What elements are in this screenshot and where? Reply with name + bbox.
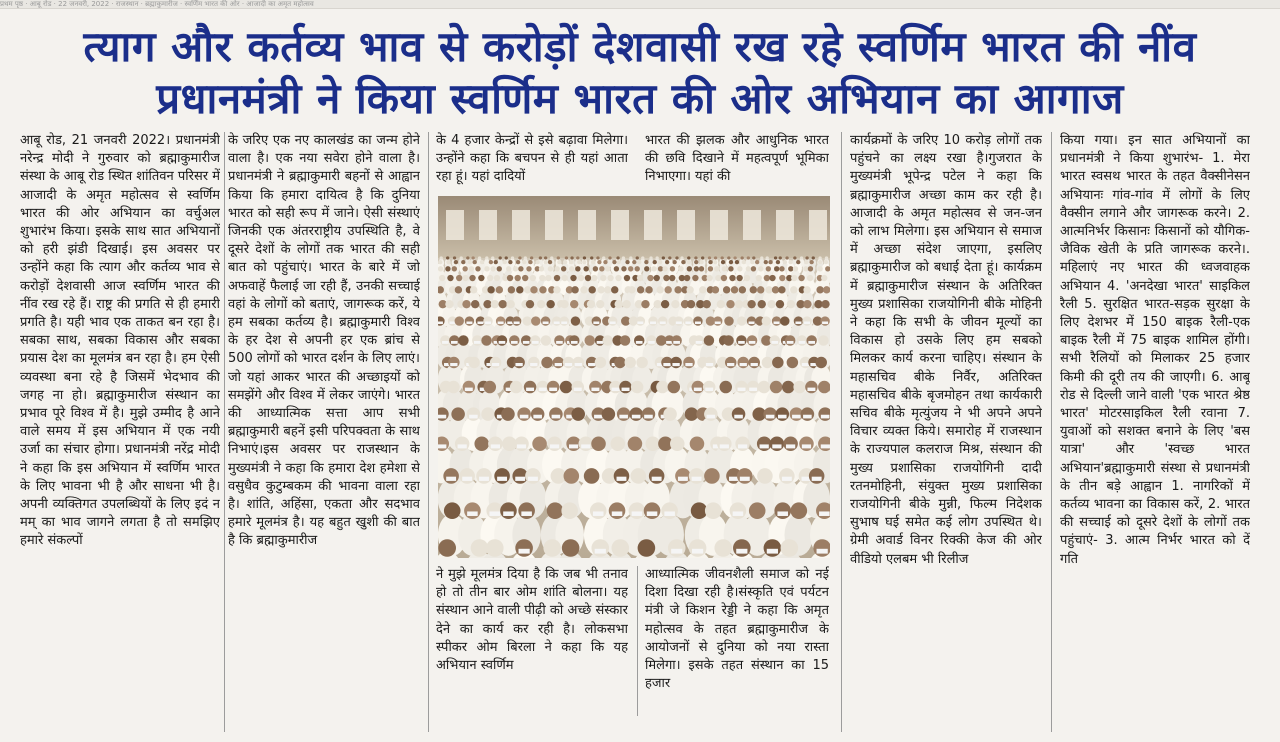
- article-column-6-text: किया गया। इन सात अभियानों का प्रधानमंत्री ने किया शुभारंभ- 1. मेरा भारत स्वसथ भारत के तहत वैक्सीनेसन अभियानः गांव-गांव में लोगों के लिए वैक्सीन लगाने और जागरूक करने। 2. आत्मनिर्भर किसानः किसानों को यौगिक-जैविक खेती के प्रति जागरूक करने।. महिलाएं नए भारत की ध्वजवाहक अभियान 4. 'अनदेखा भारत' साइकिल रैली 5. सुरक्षित भारत-सड़क सुरक्षा के लिए देशभर में 150 बाइक रैली-एक बाइक रैली में 75 बाइक शामिल होंगी। सभी रैलियों को मिलाकर 25 हजार किमी की दूरी तय की जाएगी। 6. आबू रोड से दिल्ली जाने वाली 'एक भारत श्रेष्ठ भारत' मोटरसाइकिल रैली रवाना 7. युवाओं को सशक्त बनाने के लिए 'बस यात्रा' और 'स्वच्छ भारत अभियान'ब्रह्माकुमारी संस्था से प्रधानमंत्री के तीन बड़े आह्वान 1. नागरिकों में कर्तव्य भावना का विकास करें, 2. भारत की सच्चाई को दूसरे देशों के लोगों तक पहुंचाएं- 3. आत्म निर्भर भारत को दें गति: [1060, 133, 1250, 567]
- article-column-3-top: [436, 132, 628, 192]
- article-column-3-bottom-text: ने मुझे मूलमंत्र दिया है कि जब भी तनाव हो तो तीन बार ओम शांति बोलना। यह संस्थान आने वाली पीढ़ी को अच्छे संस्कार देने का कार्य कर रही है। लोकसभा स्पीकर ओम बिरला ने कहा कि यह अभियान स्वर्णिम: [436, 567, 628, 674]
- article-column-4-bottom: [645, 566, 829, 716]
- article-column-2: [228, 132, 420, 736]
- article-column-5: [850, 132, 1042, 712]
- article-column-4-top-text: भारत की झलक और आधुनिक भारत की छवि दिखाने में महत्वपूर्ण भूमिका निभाएगा। यहां की: [645, 133, 829, 185]
- hall-audience-photo: [438, 196, 830, 558]
- article-column-2-text: के जरिए एक नए कालखंड का जन्म होने वाला है। एक नया सवेरा होने वाला है।प्रधानमंत्री ने ब्रह्माकुमारी बहनों से आह्वान किया कि हमारा दायित्व है कि दुनिया भारत को सही रूप में जाने। ऐसी संस्थाएं जिनकी एक अंतरराष्ट्रीय उपस्थिति है, वे दूसरे देशों के लोगों तक भारत की सही बात को पहुंचाएं। भारत के बारे में जो अफवाहें फैलाई जा रही हैं, उनकी सच्चाई वहां के लोगों को बताएं, जागरूक करें, ये हम सबका कर्तव्य है। ब्रह्माकुमारी विश्व के हर देश से अपनी हर एक ब्रांच से 500 लोगों को भारत दर्शन के लिए लाएं। जो यहां आकर भारत की अच्छाइयों को समझेंगे और विश्व में लेकर जाएंगे। भारत की आध्यात्मिक सत्ता आप सभी ब्रह्माकुमारी बहनें इसी परिपक्वता के साथ निभाएं।इस अवसर पर राजस्थान के मुख्यमंत्री ने कहा कि हमारा देश हमेशा से वसुधैव कुटुम्बकम की भावना वाला रहा है। शांति, अहिंसा, एकता और सदभाव हमारे मूलमंत्र है। यह बहुत खुशी की बात है कि ब्रह्माकुमारीज: [228, 133, 420, 549]
- article-column-3-bottom: [436, 566, 628, 716]
- column-divider: [841, 132, 842, 732]
- column-divider: [637, 566, 638, 716]
- article-column-5-text: कार्यक्रमों के जरिए 10 करोड़ लोगों तक पहुंचने का लक्ष्य रखा है।गुजरात के मुख्यमंत्री भूपेन्द्र पटेल ने कहा कि ब्रह्माकुमारीज अच्छा काम कर रही है। आजादी के अमृत महोत्सव से जन-जन को लाभ मिलेगा। इस अभियान से समाज में अच्छा संदेश जाएगा, इसलिए ब्रह्माकुमारीज को बधाई देता हूं। कार्यक्रम में ब्रह्माकुमारीज संस्थान के अतिरिक्त मुख्य प्रशासिका राजयोगिनी बीके मोहिनी ने कहा कि सभी के जीवन मूल्यों का विकास हो उसके लिए हम सबको मिलकर कार्य करना चाहिए। संस्थान के महासचिव बीके निर्वैर, अतिरिक्त महासचिव बीके बृजमोहन तथा कार्यकारी सचिव बीके मृत्युंजय ने भी अपने अपने विचार व्यक्त किये। समारोह में राजस्थान के राज्यपाल कलराज मिश्र, संस्थान की मुख्य प्रशासिका राजयोगिनी दादी रतनमोहिनी, संयुक्त मुख्य प्रशासिका राजयोगिनी बीके मुन्नी, फिल्म निदेशक सुभाष घई समेत कई लोग उपस्थित थे। ग्रेमी अवार्ड विनर रिक्की केज की ओर वीडियो एलबम भी रिलीज: [850, 133, 1042, 567]
- article-column-3-top-text: के 4 हजार केन्द्रों से इसे बढ़ावा मिलेगा। उन्होंने कहा कि बचपन से ही यहां आता रहा हूं। यहां दादियों: [436, 133, 628, 185]
- headline-line-2: प्रधानमंत्री ने किया स्वर्णिम भारत की ओर अभियान का आगाज: [156, 74, 1124, 123]
- article-column-1-text: आबू रोड, 21 जनवरी 2022। प्रधानमंत्री नरेन्द्र मोदी ने गुरुवार को ब्रह्माकुमारीज संस्था के आबू रोड स्थित शांतिवन परिसर में आजादी के अमृत महोत्सव से स्वर्णिम भारत की ओर अभियान का वर्चुअल शुभारंभ किया। इसके साथ सात अभियानों को हरी झंडी दिखाई। इस अवसर पर उन्होंने कहा कि त्याग और कर्तव्य भाव से करोड़ों देशवासी आज स्वर्णिम भारत की नींव रख रहे हैं। राष्ट्र की प्रगति से ही हमारी प्रगति है। यही भाव एक ताकत बन रहा है। सबका साथ, सबका विकास और सबका प्रयास देश का मूलमंत्र बन रहा है। हम ऐसी व्यवस्था बना रहे है जिसमें भेदभाव की जगह ना हो। ब्रह्माकुमारीज संस्थान का प्रभाव पूरे विश्व में है। मुझे उम्मीद है आने वाले समय में इस अभियान में एक नयी उर्जा का संचार होगा। प्रधानमंत्री नरेंद्र मोदी ने कहा कि इस अभियान में स्वर्णिम भारत के लिए भावना भी है और साधना भी है। अपनी व्यक्तिगत उपलब्धियों के लिए इदं न मम् का भाव जागने लगता है तो समझिए हमारे संकल्पों: [20, 133, 220, 549]
- column-divider: [224, 132, 225, 732]
- article-column-1: [20, 132, 220, 736]
- column-divider: [1051, 132, 1052, 732]
- column-divider: [428, 132, 429, 732]
- headline-line-1: त्याग और कर्तव्य भाव से करोड़ों देशवासी रख रहे स्वर्णिम भारत की नींव: [83, 22, 1197, 71]
- audience-photo-graphic: [438, 196, 830, 558]
- article-column-4-bottom-text: आध्यात्मिक जीवनशैली समाज को नई दिशा दिखा रही है।संस्कृति एवं पर्यटन मंत्री जे किशन रेड्डी ने कहा कि अमृत महोत्सव के तहत ब्रह्माकुमारीज के आयोजनों से दुनिया को नया रास्ता मिलेगा। इसके तहत संस्थान का 15 हजार: [645, 567, 829, 692]
- article-column-4-top: [645, 132, 829, 192]
- article-column-6: [1060, 132, 1250, 732]
- top-strip: प्रथम पृष्ठ · आबू रोड · 22 जनवरी, 2022 · राजस्थान · ब्रह्माकुमारीज · स्वर्णिम भारत की ओर · आजादी का अमृत महोत्सव: [0, 0, 1280, 9]
